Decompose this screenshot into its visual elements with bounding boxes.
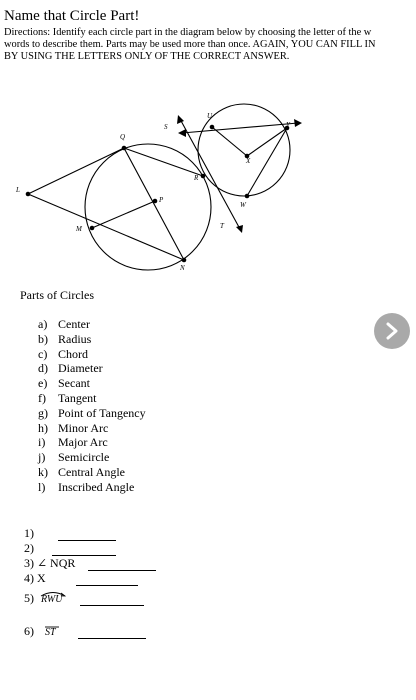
- question-number: 6): [24, 624, 34, 638]
- question-3: [24, 556, 75, 571]
- part-name: Chord: [58, 346, 88, 361]
- secant-st: [180, 119, 240, 229]
- label-U: U: [207, 112, 213, 120]
- part-letter: l): [38, 479, 46, 494]
- label-S: S: [164, 123, 168, 131]
- tangent-lq: [28, 148, 124, 194]
- chord-mp: [92, 201, 155, 228]
- part-name: Secant: [58, 376, 90, 391]
- list-item: [38, 435, 146, 450]
- arrow-t-icon: [236, 225, 243, 233]
- large-circle: [85, 144, 211, 270]
- part-name: Tangent: [58, 390, 97, 405]
- answer-blank[interactable]: [78, 638, 146, 639]
- parts-heading: Parts of Circles: [20, 288, 94, 302]
- label-W: W: [240, 201, 246, 209]
- list-item: [38, 317, 146, 332]
- question-number: 1): [24, 526, 34, 540]
- question-number: 3): [24, 556, 34, 570]
- answer-blank[interactable]: [88, 570, 156, 571]
- label-T: T: [220, 222, 224, 230]
- part-letter: g): [38, 405, 48, 420]
- question-5: [24, 591, 62, 606]
- part-letter: j): [38, 450, 46, 465]
- question-4: [24, 571, 46, 586]
- chevron-right-icon: [384, 321, 400, 341]
- question-prompt: X: [37, 571, 46, 585]
- line-symbol-icon: [44, 625, 60, 629]
- list-item: [38, 421, 146, 436]
- part-name: Semicircle: [58, 450, 110, 465]
- arrow-s-icon: [177, 115, 184, 124]
- part-letter: i): [38, 435, 46, 450]
- part-name: Center: [58, 317, 90, 331]
- line-notation: [45, 627, 56, 638]
- part-name: Minor Arc: [58, 420, 109, 435]
- part-name: Point of Tangency: [58, 405, 146, 420]
- part-letter: f): [38, 390, 46, 405]
- label-P: P: [159, 196, 164, 204]
- chord-xy: [247, 128, 287, 156]
- question-number: 2): [24, 541, 34, 555]
- label-N: N: [180, 264, 185, 272]
- page-title: Name that Circle Part!: [4, 8, 140, 24]
- part-letter: e): [38, 376, 48, 391]
- question-prompt: RWU: [41, 594, 63, 605]
- question-6: [24, 624, 56, 639]
- answer-blank[interactable]: [76, 585, 138, 586]
- chord-ux: [212, 127, 247, 156]
- label-Q: Q: [120, 133, 126, 141]
- part-name: Major Arc: [58, 435, 108, 450]
- chord-yw: [247, 128, 287, 196]
- part-name: Central Angle: [58, 464, 125, 479]
- part-letter: a): [38, 317, 48, 331]
- part-letter: b): [38, 331, 48, 346]
- list-item: [38, 347, 146, 362]
- list-item: [38, 361, 146, 376]
- part-letter: c): [38, 346, 48, 361]
- list-item: [38, 465, 146, 480]
- arrow-y-icon: [294, 119, 302, 127]
- label-R: R: [194, 174, 199, 182]
- part-name: Radius: [58, 331, 92, 346]
- label-L: L: [16, 186, 20, 194]
- arc-notation: [41, 594, 62, 605]
- part-letter: d): [38, 361, 48, 376]
- directions-text: Directions: Identify each circle part in the diagram below by choosing the letter of the w words to describe them. Parts may be used more than once. AGAIN, YOU CAN FILL IN BY USING THE LETTERS ONLY OF THE CORRECT ANSWER.: [4, 27, 376, 62]
- arrow-u-icon: [178, 129, 186, 137]
- list-item: [38, 376, 146, 391]
- question-prompt: ∠ NQR: [37, 556, 76, 570]
- answer-blank[interactable]: [58, 540, 116, 541]
- list-item: [38, 480, 146, 495]
- question-number: 4): [24, 571, 34, 585]
- question-number: 5): [24, 591, 34, 605]
- secant-uy: [182, 123, 298, 133]
- parts-list: [38, 317, 146, 495]
- question-2: [24, 541, 34, 556]
- next-button[interactable]: [374, 313, 410, 349]
- list-item: [38, 391, 146, 406]
- answer-blank[interactable]: [80, 605, 144, 606]
- chord-qr: [124, 148, 203, 176]
- label-M: M: [76, 225, 82, 233]
- part-letter: k): [38, 464, 48, 479]
- chord-qn: [124, 148, 184, 260]
- part-name: Diameter: [58, 361, 103, 376]
- part-letter: h): [38, 420, 48, 435]
- label-Y: Y: [286, 121, 290, 129]
- label-X: X: [246, 157, 251, 165]
- question-prompt: ST: [45, 627, 56, 638]
- list-item: [38, 406, 146, 421]
- arc-symbol-icon: [40, 591, 66, 597]
- part-name: Inscribed Angle: [58, 479, 135, 494]
- list-item: [38, 332, 146, 347]
- list-item: [38, 450, 146, 465]
- question-1: [24, 526, 34, 541]
